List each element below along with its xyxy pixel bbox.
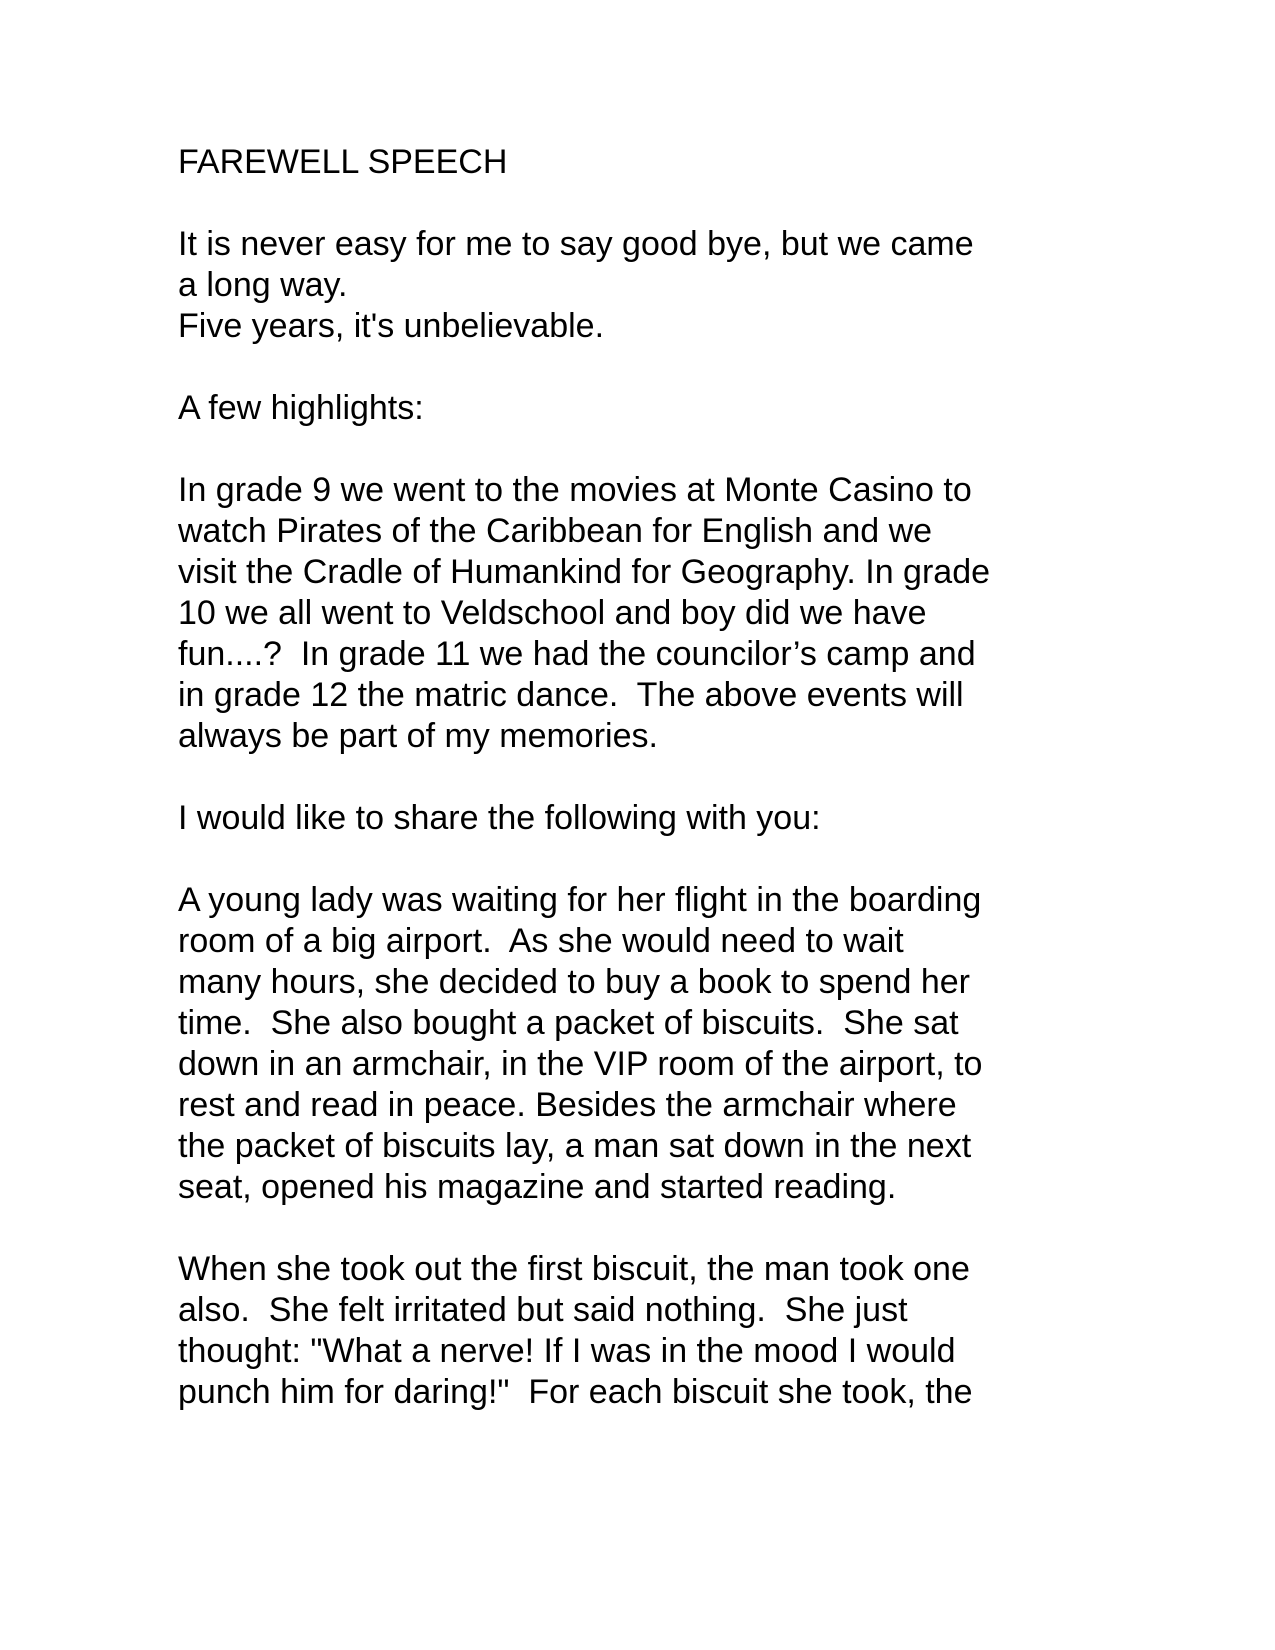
document-page bbox=[178, 142, 1078, 1454]
paragraph bbox=[178, 1249, 1078, 1413]
text-line: in grade 12 the matric dance. The above events will bbox=[178, 676, 964, 714]
text-line: seat, opened his magazine and started reading. bbox=[178, 1168, 897, 1206]
text-line: punch him for daring!" For each biscuit she took, the bbox=[178, 1373, 973, 1411]
paragraph bbox=[178, 388, 1078, 429]
text-line: time. She also bought a packet of biscuits. She sat bbox=[178, 1004, 959, 1042]
text-line: a long way. bbox=[178, 266, 348, 304]
text-line: It is never easy for me to say good bye, but we came bbox=[178, 225, 974, 263]
text-line: always be part of my memories. bbox=[178, 717, 658, 755]
text-line: the packet of biscuits lay, a man sat down in the next bbox=[178, 1127, 972, 1165]
speech-body bbox=[178, 224, 1078, 1413]
paragraph bbox=[178, 798, 1078, 839]
text-line: A young lady was waiting for her flight in the boarding bbox=[178, 881, 982, 919]
text-line: 10 we all went to Veldschool and boy did we have bbox=[178, 594, 927, 632]
text-line: also. She felt irritated but said nothing. She just bbox=[178, 1291, 908, 1329]
paragraph bbox=[178, 880, 1078, 1208]
text-line: watch Pirates of the Caribbean for English and we bbox=[178, 512, 933, 550]
text-line: I would like to share the following with you: bbox=[178, 799, 821, 837]
paragraph bbox=[178, 470, 1078, 757]
paragraph bbox=[178, 224, 1078, 347]
speech-title bbox=[178, 142, 1078, 183]
text-line: thought: "What a nerve! If I was in the mood I would bbox=[178, 1332, 956, 1370]
text-line: In grade 9 we went to the movies at Monte Casino to bbox=[178, 471, 972, 509]
text-line: A few highlights: bbox=[178, 389, 424, 427]
text-line: many hours, she decided to buy a book to spend her bbox=[178, 963, 970, 1001]
text-line: fun....? In grade 11 we had the councilor’s camp and bbox=[178, 635, 976, 673]
title-text: FAREWELL SPEECH bbox=[178, 143, 508, 181]
text-line: rest and read in peace. Besides the armchair where bbox=[178, 1086, 957, 1124]
text-line: Five years, it's unbelievable. bbox=[178, 307, 605, 345]
text-line: room of a big airport. As she would need to wait bbox=[178, 922, 904, 960]
text-line: visit the Cradle of Humankind for Geography. In grade bbox=[178, 553, 991, 591]
text-line: When she took out the first biscuit, the man took one bbox=[178, 1250, 970, 1288]
text-line: down in an armchair, in the VIP room of the airport, to bbox=[178, 1045, 983, 1083]
